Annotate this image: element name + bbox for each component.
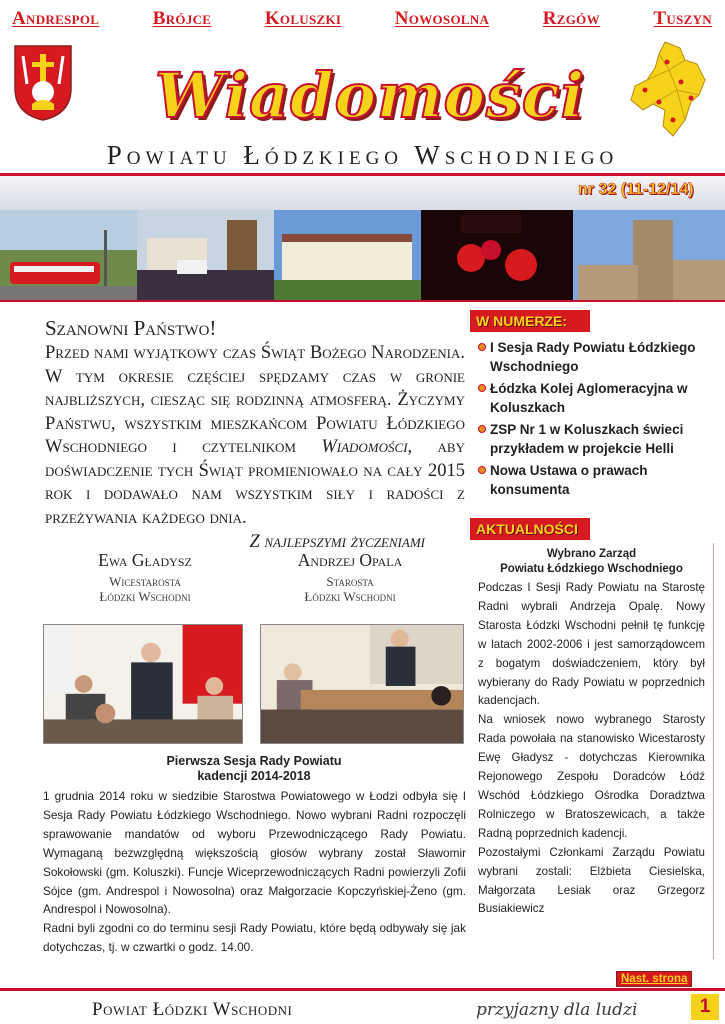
news-paragraph: Na wniosek nowo wybranego Starosty Rada powołała na stanowisko Wicestarosty Ewę Gładysz - dotychczas Kierownika Rejonowego Zespołu Doradców Łódź Wschód Łódzkiego Ośrodka Doradztwa Rolniczego w Bratoszewicach, a także Radną poprzednich kadencji.: [478, 713, 705, 840]
session-photo-council: [260, 624, 464, 744]
toc-list: [478, 338, 723, 502]
signature-name: Ewa Gładysz: [98, 550, 192, 570]
article-paragraph: Radni byli zgodni co do terminu sesji Rady Powiatu, które będą odbywały się jak dotychczas, tj. w czwartki o godz. 14.00.: [43, 921, 466, 955]
masthead-subtitle: Powiatu Łódzkiego Wschodniego: [106, 140, 619, 170]
town-link-nowosolna[interactable]: Nowosolna: [394, 8, 490, 29]
article-caption-line2: kadencji 2014-2018: [197, 769, 311, 783]
masthead-title: Wiadomości: [154, 59, 586, 132]
coat-of-arms-icon: [13, 44, 73, 122]
office-building-photo: [573, 210, 725, 300]
letter-body: [45, 342, 465, 530]
letter-wishes: Z najlepszymi życzeniami: [249, 532, 425, 552]
photo-strip: [0, 210, 725, 300]
news-paragraph: Pozostałymi Członkami Zarządu Powiatu wybrani zostali: Elżbieta Ciesielska, Małgorzata Lesiak oraz Grzegorz Busiakiewicz: [478, 845, 705, 916]
dance-performance-photo: [421, 210, 573, 300]
footer-slogan: przyjazny dla ludzi: [476, 1000, 638, 1020]
toc-item[interactable]: I Sesja Rady Powiatu Łódzkiego Wschodniego: [478, 338, 723, 376]
bullet-icon: [478, 343, 486, 351]
article-paragraph: 1 grudnia 2014 roku w siedzibie Starostwa Powiatowego w Łodzi odbyła się I Sesja Rady Powiatu Łódzkiego Wschodniego. Nowo wybrani Radni rozpoczęli sprawowanie mandatów od wyboru Przewodniczącego Rady Powiatu. Wymaganą bezwzględną większością głosów wybrany został Sławomir Sokołowski (gm. Koluszki). Funcje Wiceprzewodniczących Radni powierzyli Zofii Sójce (gm. Andrespol i Nowosolna) oraz Małgorzacie Kopczyńskiej-Żeno (gm. Andrespol i Nowosolna).: [43, 789, 466, 917]
article-body: [43, 787, 466, 957]
editorial-letter: [45, 316, 465, 554]
signature-role: Starosta: [326, 574, 374, 589]
news-heading: AKTUALNOŚCI: [470, 518, 590, 540]
page-number: 1: [691, 994, 719, 1020]
photo-strip-divider: [0, 300, 725, 302]
signature-starost: [250, 550, 450, 604]
town-link-andrespol[interactable]: Andrespol: [12, 8, 100, 29]
school-building-photo: [274, 210, 421, 300]
toc-heading: W NUMERZE:: [470, 310, 590, 332]
article-caption-line1: Pierwsza Sesja Rady Powiatu: [166, 754, 342, 768]
towns-bar: [12, 6, 712, 32]
news-title: Wybrano Zarząd Powiatu Łódzkiego Wschodniego: [500, 548, 683, 575]
signature-vice-starost: [45, 550, 245, 604]
toc-item[interactable]: ZSP Nr 1 w Koluszkach świeci przykładem w projekcie Helli: [478, 420, 723, 458]
county-map-icon: [625, 40, 710, 140]
issue-number: nr 32 (11-12/14): [578, 181, 694, 198]
toc-item[interactable]: Łódzka Kolej Aglomeracyjna w Koluszkach: [478, 379, 723, 417]
news-box: [470, 543, 714, 959]
town-link-tuszyn[interactable]: Tuszyn: [653, 8, 712, 29]
town-link-koluszki[interactable]: Koluszki: [264, 8, 342, 29]
footer: [0, 991, 725, 1024]
letter-body-italic: Wiadomości: [321, 437, 408, 457]
signature-role: Wicestarosta: [109, 574, 181, 589]
crowd-photo: [137, 210, 274, 300]
news-paragraph: Podczas I Sesji Rady Powiatu na Starostę Radni wybrali Andrzeja Opalę. Nowy Starosta Łódzki Wschodni pełnił tę funkcję w latach 2002-2006 i jest samorządowcem z bogatym doświadczeniem, który był wybierany do Rady Powiatu w poprzednich kadencjach.: [478, 581, 705, 708]
article-caption: [40, 754, 468, 784]
signature-county: Łódzki Wschodni: [304, 589, 396, 604]
signature-name: Andrzej Opala: [297, 550, 403, 570]
letter-body-end: , aby doświadczenie tych Świąt promieniowało na cały 2015 rok i dodawało nam wszystkim siły i radości z przeżywania każdego dnia.: [45, 437, 465, 528]
footer-title: Powiat Łódzki Wschodni: [92, 999, 293, 1020]
next-page-link[interactable]: Nast. strona: [616, 971, 692, 987]
sidebar: [470, 310, 725, 987]
bullet-icon: [478, 466, 486, 474]
news-body: [470, 577, 713, 919]
town-link-rzgow[interactable]: Rzgów: [542, 8, 600, 29]
session-photo-speaker: [43, 624, 243, 744]
bullet-icon: [478, 425, 486, 433]
letter-body-text: Przed nami wyjątkowy czas Świąt Bożego Narodzenia. W tym okresie częściej spędzamy czas w gronie najbliższych, ciesząc się rodzinną atmosferą. Życzymy Państwu, wszystkim mieszkańcom Powiatu Łódzkiego Wschodniego i czytelnikom: [45, 343, 465, 457]
signature-county: Łódzki Wschodni: [99, 589, 191, 604]
train-photo: [0, 210, 137, 300]
toc-item[interactable]: Nowa Ustawa o prawach konsumenta: [478, 461, 723, 499]
bullet-icon: [478, 384, 486, 392]
town-link-brojce[interactable]: Brójce: [152, 8, 212, 29]
letter-greeting: Szanowni Państwo!: [45, 316, 217, 340]
